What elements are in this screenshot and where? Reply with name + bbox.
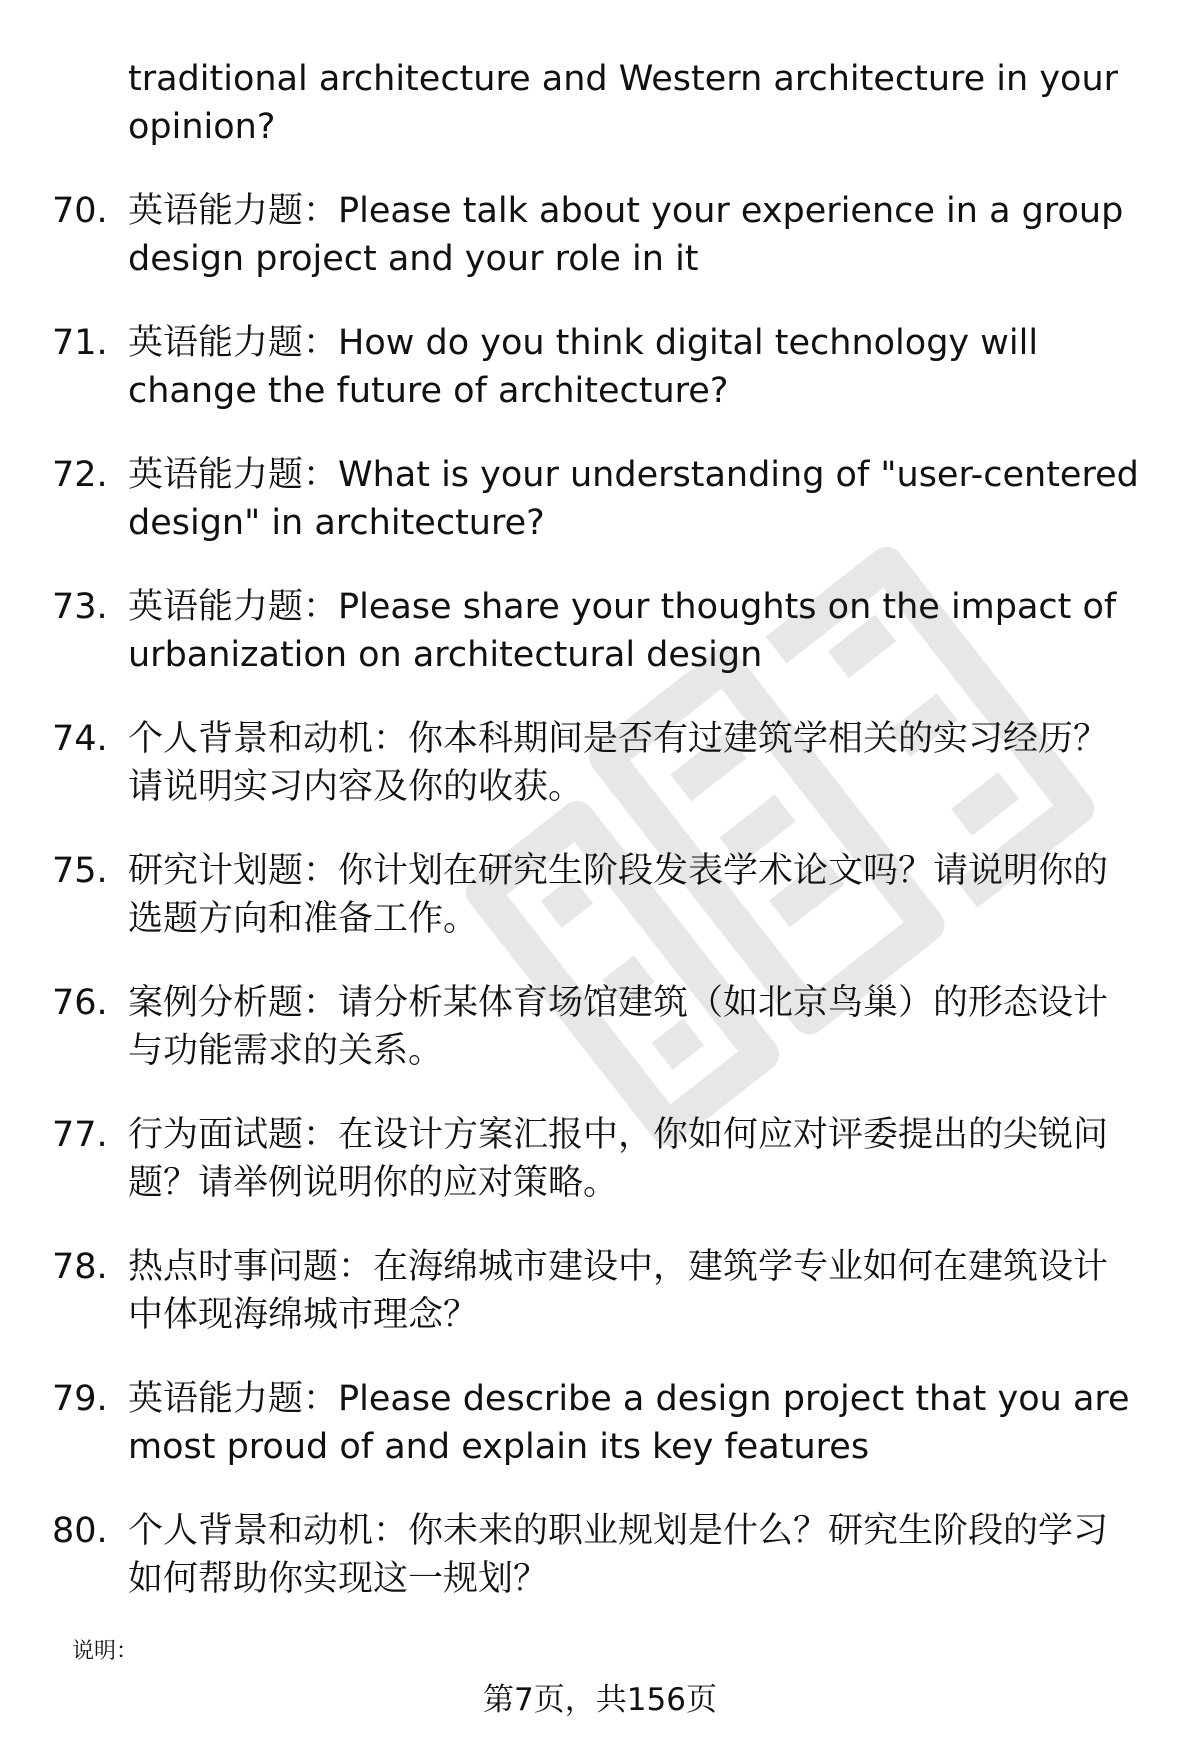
list-item (0, 1507, 1200, 1603)
item-number: 78. (52, 1247, 108, 1287)
item-text: 研究计划题：你计划在研究生阶段发表学术论文吗？请说明你的选题方向和准备工作。 (128, 851, 1109, 939)
question-list (0, 55, 1200, 1639)
item-number: 71. (52, 323, 108, 363)
item-text: 个人背景和动机：你未来的职业规划是什么？研究生阶段的学习如何帮助你实现这一规划？ (128, 1511, 1109, 1599)
item-text: 行为面试题：在设计方案汇报中，你如何应对评委提出的尖锐问题？请举例说明你的应对策略。 (128, 1115, 1109, 1203)
item-text: 个人背景和动机：你本科期间是否有过建筑学相关的实习经历？请说明实习内容及你的收获。 (128, 719, 1109, 807)
item-number: 70. (52, 191, 108, 231)
item-text: 英语能力题：Please share your thoughts on the impact of urbanization on architectural design (128, 587, 1117, 675)
item-number: 72. (52, 455, 108, 495)
item-number: 79. (52, 1379, 108, 1419)
list-item (0, 55, 1200, 151)
item-text: 英语能力题：How do you think digital technology will change the future of architecture? (128, 323, 1039, 411)
list-item (0, 1243, 1200, 1339)
list-item (0, 847, 1200, 943)
list-item (0, 979, 1200, 1075)
list-item (0, 319, 1200, 415)
item-text: 案例分析题：请分析某体育场馆建筑（如北京鸟巢）的形态设计与功能需求的关系。 (128, 983, 1109, 1071)
item-text: traditional architecture and Western architecture in your opinion? (128, 59, 1119, 147)
item-number: 74. (52, 719, 108, 759)
page-footer: 第7页，共156页 (483, 1682, 717, 1718)
item-number: 77. (52, 1115, 108, 1155)
list-item (0, 187, 1200, 283)
item-number: 80. (52, 1511, 108, 1551)
item-text: 英语能力题：What is your understanding of "user-centered design" in architecture? (128, 455, 1139, 543)
item-number: 76. (52, 983, 108, 1023)
item-number: 73. (52, 587, 108, 627)
item-text: 英语能力题：Please talk about your experience in a group design project and your role in it (128, 191, 1124, 279)
note-label: 说明： (72, 1639, 139, 1664)
list-item (0, 715, 1200, 811)
item-text: 热点时事问题：在海绵城市建设中，建筑学专业如何在建筑设计中体现海绵城市理念？ (128, 1247, 1109, 1335)
item-number: 75. (52, 851, 108, 891)
list-item (0, 1375, 1200, 1471)
item-text: 英语能力题：Please describe a design project that you are most proud of and explain its key features (128, 1379, 1130, 1467)
list-item (0, 583, 1200, 679)
list-item (0, 1111, 1200, 1207)
list-item (0, 451, 1200, 547)
